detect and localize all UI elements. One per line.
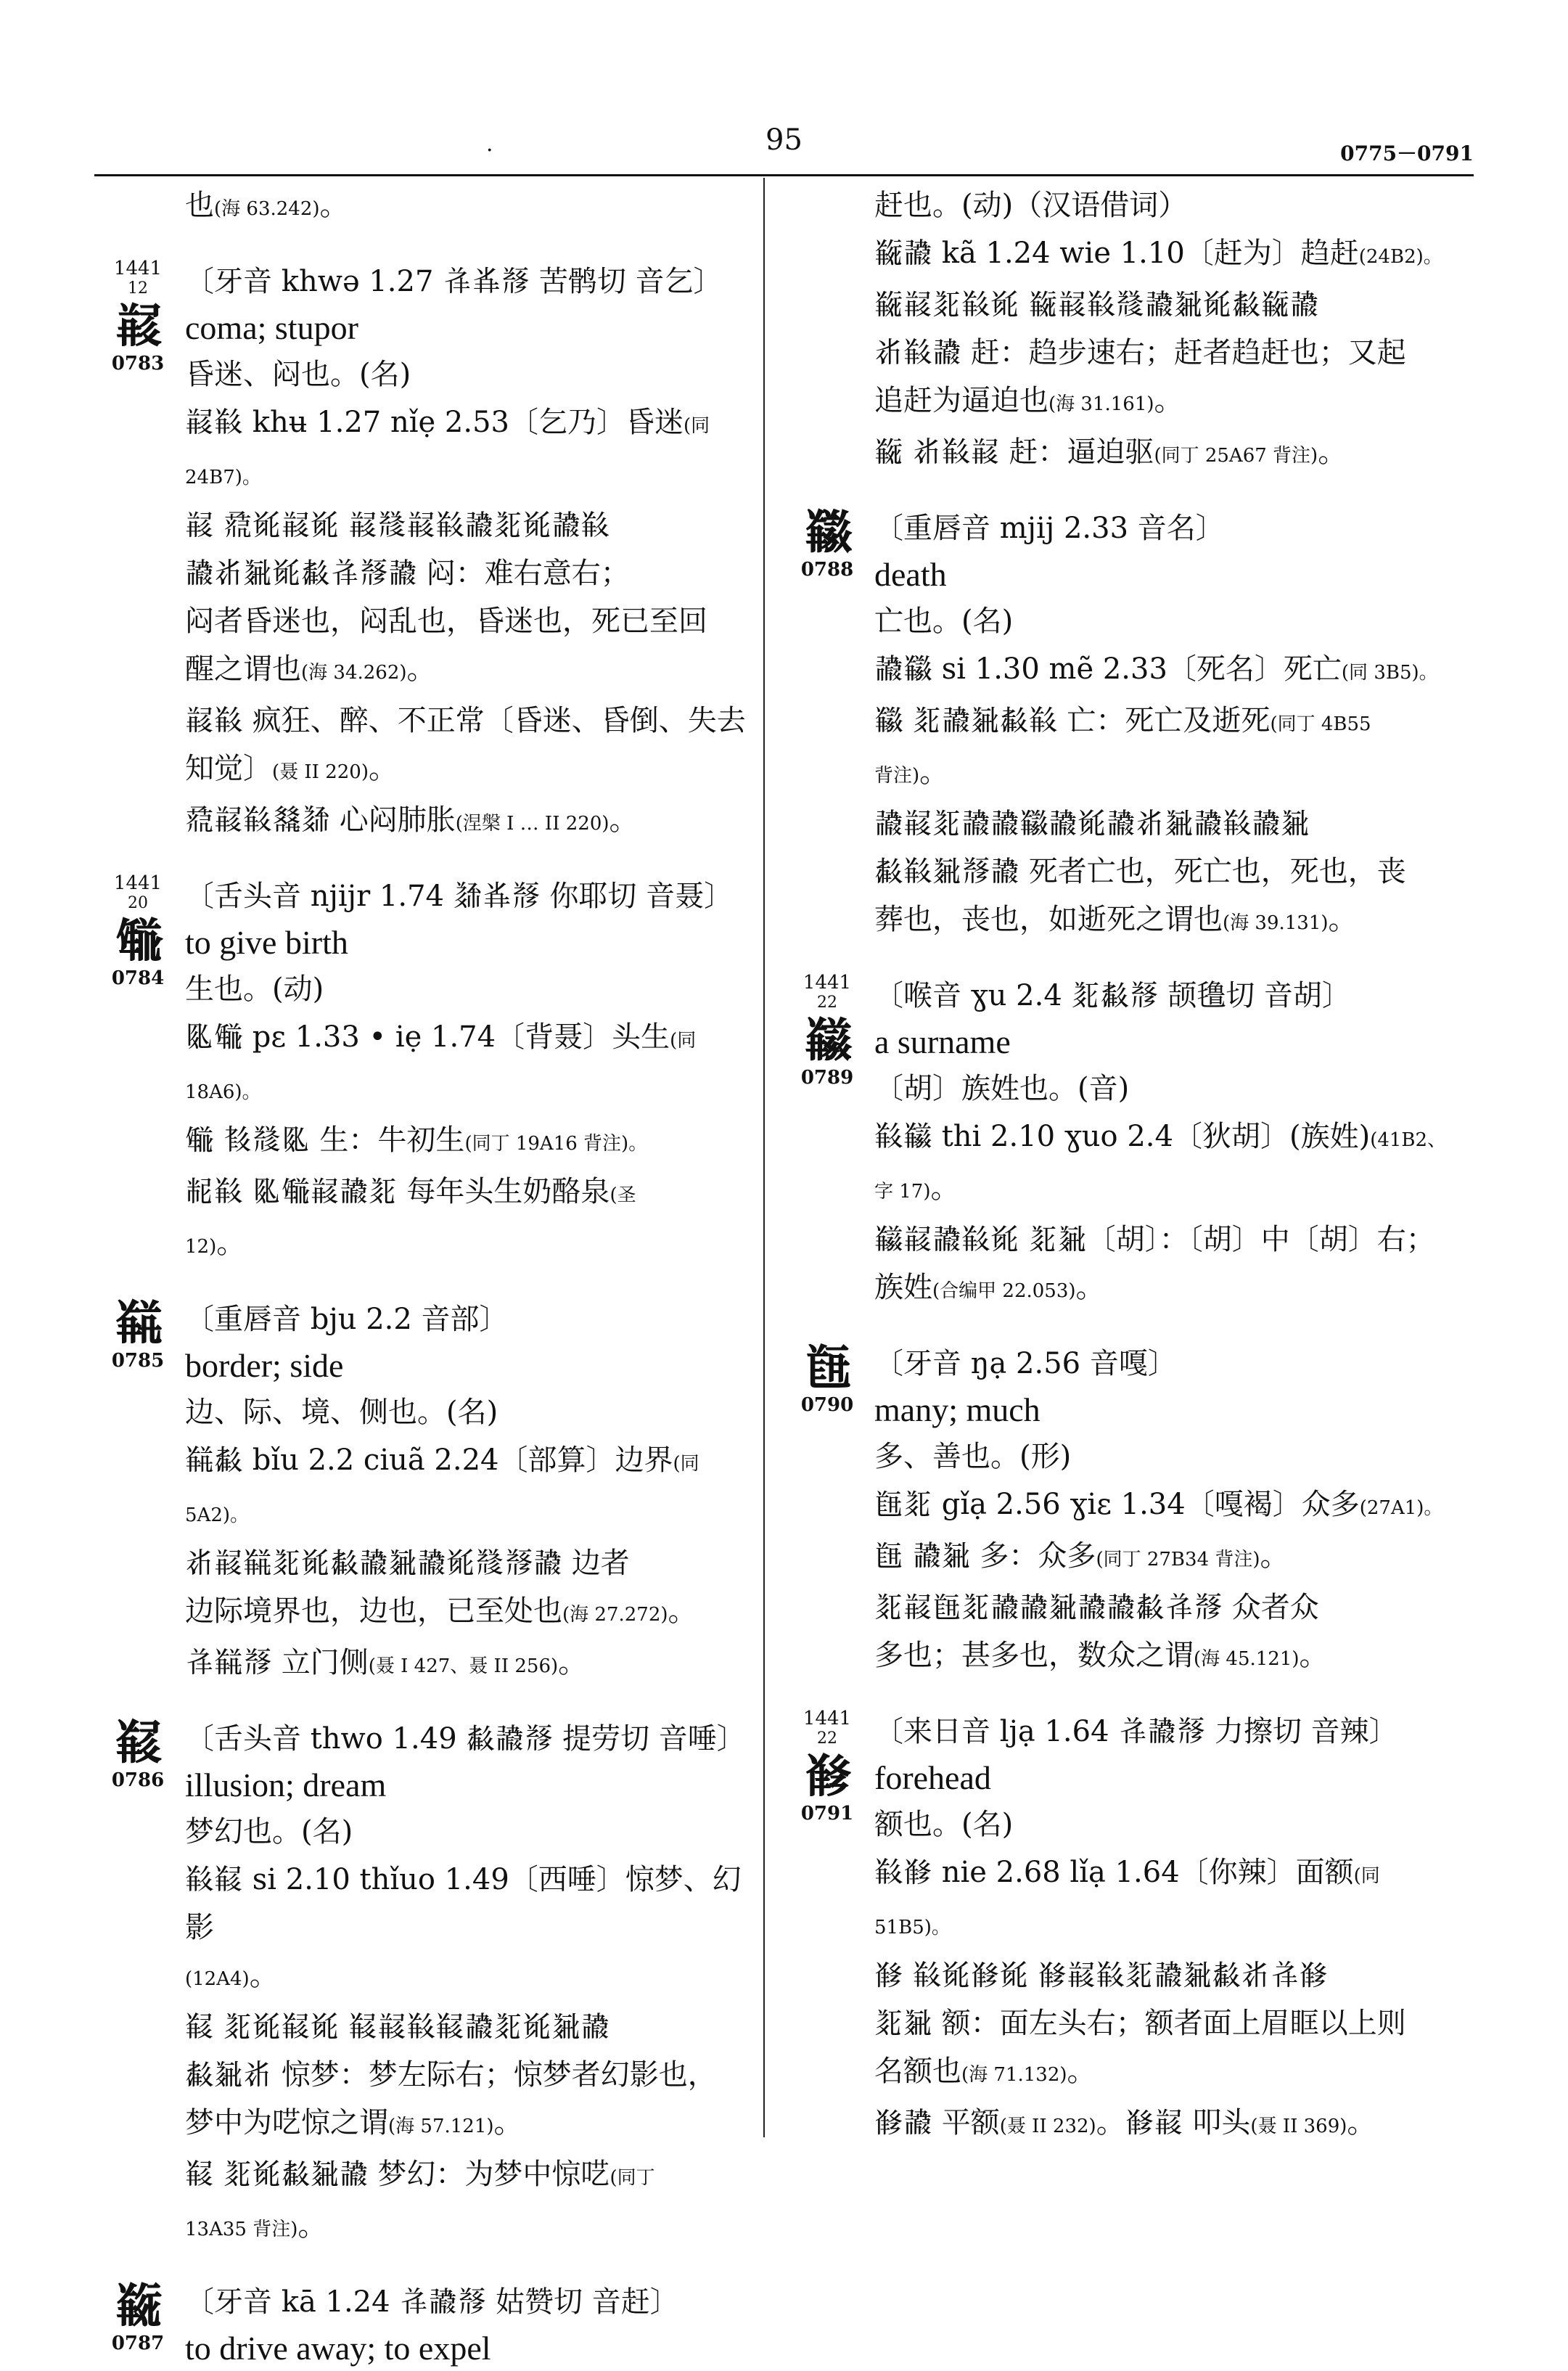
text: 𘕫𘕣 叩头 — [1125, 2106, 1251, 2139]
entry-number: 0783 — [111, 353, 165, 374]
reference: (24B2)。 — [1358, 246, 1442, 268]
text: 梦中为呓惊之谓 — [185, 2106, 388, 2139]
entry-0789 — [784, 972, 1451, 1315]
pronunciation: 〔重唇音 bju 2.2 音部〕 — [185, 1303, 509, 1336]
entry-number: 0787 — [111, 2333, 165, 2354]
text: 𘕪 𘄒𘏣 多：众多 — [874, 1539, 1096, 1573]
pronunciation: 〔舌头音 njijr 1.74 𘏞𘕰𘃡 你耶切 音聂〕 — [185, 880, 734, 913]
reference: (同丁 25A67 背注) — [1154, 445, 1318, 467]
reference: (27A1)。 — [1359, 1497, 1443, 1519]
punct: 。 — [216, 1227, 246, 1260]
text: 追赶为逼迫也 — [874, 384, 1048, 417]
entry-0788 — [784, 504, 1451, 947]
example: 𘎧𘕣𘕪𘎧𘄒𘄒𘏣𘄒𘄒𘓁𘗐𘃡 众者众 — [874, 1591, 1319, 1624]
text: 𘕤𘕩 thi 2.10 ɣuo 2.4〔狄胡〕(族姓) — [874, 1120, 1371, 1153]
reference: (海 34.262) — [301, 662, 407, 684]
text: 𘕤𘕫 nie 2.68 lǐạ 1.64〔你辣〕面额 — [874, 1856, 1354, 1889]
example — [784, 645, 1451, 697]
stroke-count: 22 — [817, 994, 837, 1012]
entry-margin — [784, 504, 871, 581]
english-gloss: to give birth — [185, 924, 348, 961]
reference: (海 57.121) — [388, 2116, 494, 2137]
stroke-count: 22 — [817, 1729, 837, 1748]
example: 𘕩𘕣𘄒𘕤𘍞 𘎧𘏣〔胡〕：〔胡〕中〔胡〕右； — [874, 1223, 1435, 1256]
reference: (同 51B5)。 — [874, 1865, 1380, 1938]
example: 𘕧𘕣𘎧𘕤𘍞 𘕧𘕣𘕤𘃪𘄒𘏣𘍞𘓁𘕧𘄒 — [874, 288, 1319, 322]
chinese-gloss: 赶也。(动)（汉语借词） — [874, 189, 1188, 222]
chinese-gloss: 梦幻也。(名) — [185, 1815, 353, 1848]
text: 边际境界也，边也，已至处也 — [185, 1594, 562, 1628]
punct: 。 — [297, 2209, 327, 2243]
chinese-gloss: 多、善也。(形) — [874, 1440, 1072, 1473]
entry-margin — [94, 258, 181, 375]
example: 𘄒𘕣𘎧𘄒𘄒𘕨𘄒𘍞𘄒𘂆𘏣𘄒𘕤𘄒𘏣 — [874, 807, 1310, 840]
text: 𘓞 𘆖𘃪𘉞 生：牛初生 — [185, 1123, 465, 1157]
example — [94, 1436, 755, 1539]
text: 族姓 — [874, 1271, 932, 1304]
example: 𘂆𘕣𘕥𘎧𘍞𘓁𘄒𘏣𘄒𘍞𘃪𘃡𘄒 边者 — [185, 1547, 630, 1580]
punct: 。 — [406, 652, 436, 686]
example — [784, 1481, 1451, 1532]
example — [94, 1116, 755, 1168]
english-gloss: forehead — [874, 1759, 991, 1796]
chinese-gloss: 昏迷、闷也。(名) — [185, 358, 411, 391]
right-column — [784, 181, 1451, 2150]
entry-number: 0786 — [111, 1769, 165, 1791]
example — [94, 1168, 755, 1219]
chinese-gloss: 〔胡〕族姓也。(音) — [874, 1072, 1130, 1105]
punct: 。 — [319, 189, 349, 222]
reference: (海 63.242) — [214, 198, 320, 220]
reference: 13A35 背注) — [185, 2219, 298, 2240]
text: 𘋞𘕤 𘉞𘓞𘕣𘄒𘎧 每年头生奶酪泉 — [185, 1175, 610, 1208]
punct: 。 — [368, 752, 398, 785]
head-character: 𘕥 — [115, 1294, 160, 1351]
reference: (合编甲 22.053) — [932, 1280, 1076, 1302]
reference: (12A4) — [185, 1968, 250, 1990]
reference: (海 31.161) — [1048, 393, 1154, 415]
example — [94, 2099, 755, 2150]
example — [94, 1952, 755, 2003]
column-divider — [763, 178, 765, 2137]
pronunciation: 〔重唇音 mjij 2.33 音名〕 — [874, 512, 1225, 545]
punct: 。 — [493, 2106, 523, 2139]
head-character: 𘕧 — [115, 2277, 160, 2333]
punct: 。 — [919, 755, 949, 789]
entry-0785 — [94, 1295, 755, 1690]
english-gloss: coma; stupor — [185, 309, 358, 346]
english-gloss: to drive away; to expel — [185, 2330, 491, 2367]
entry-margin — [94, 1715, 181, 1792]
reference: (聂 II 220) — [272, 761, 369, 783]
reference: (聂 II 369) — [1250, 2116, 1347, 2137]
chinese-gloss: 生也。(动) — [185, 972, 324, 1006]
pronunciation: 〔来日音 ljạ 1.64 𘗐𘄒𘃡 力擦切 音辣〕 — [874, 1715, 1398, 1748]
example — [94, 1219, 755, 1271]
reference: (涅槃 I … II 220) — [455, 813, 609, 835]
text: 名额也 — [874, 2055, 961, 2088]
example — [784, 1532, 1451, 1584]
entry-range: 0775－0791 — [1340, 142, 1474, 165]
example: 𘕤𘕦 si 2.10 thǐuo 1.49〔西唾〕惊梦、幻影 — [185, 1863, 742, 1944]
pronunciation: 〔牙音 ŋạ 2.56 音嘎〕 — [874, 1347, 1177, 1380]
reference: (同丁 — [609, 2167, 655, 2189]
text: 知觉〕 — [185, 752, 272, 785]
radical-code: 1441 — [803, 972, 852, 994]
example — [94, 1013, 755, 1116]
text: 葬也，丧也，如逝死之谓也 — [874, 903, 1223, 936]
entry-0791 — [784, 1708, 1451, 2150]
entry-margin — [784, 1708, 871, 1825]
radical-code: 1441 — [113, 258, 163, 279]
pronunciation: 〔喉音 ɣu 2.4 𘎧𘓁𘃡 颉氇切 音胡〕 — [874, 979, 1351, 1012]
text: 𘕪𘎧 gǐạ 2.56 ɣiɛ 1.34〔嘎褐〕众多 — [874, 1488, 1360, 1521]
reference: (同 3B5)。 — [1341, 662, 1438, 684]
text: 醒之谓也 — [185, 652, 301, 686]
head-character: 𘕪 — [805, 1338, 850, 1395]
reference: 12) — [185, 1236, 217, 1258]
example — [784, 896, 1451, 947]
example — [94, 645, 755, 697]
example — [784, 428, 1451, 480]
pronunciation: 〔舌头音 thwo 1.49 𘓁𘄒𘃡 提劳切 音唾〕 — [185, 1722, 746, 1756]
entry-number: 0785 — [111, 1350, 165, 1372]
entry-0787-continued — [784, 181, 1451, 480]
text: 𘟣𘕣𘕤𘔿𘏞 心闷肺胀 — [185, 803, 456, 837]
head-character: 𘕦 — [115, 1713, 160, 1770]
text: 𘄒𘕨 si 1.30 mẽ 2.33〔死名〕死亡 — [874, 652, 1342, 686]
text: 𘕥𘓁 bǐu 2.2 ciuã 2.24〔部算〕边界 — [185, 1444, 673, 1477]
example — [94, 796, 755, 848]
example: 𘄒𘂆𘏣𘍞𘓁𘗐𘃡𘄒 闷：难右意右； — [185, 557, 630, 590]
head-character: 𘕫 — [805, 1747, 850, 1803]
example — [784, 229, 1451, 281]
english-gloss: illusion; dream — [185, 1766, 387, 1803]
reference: (聂 II 232) — [999, 2116, 1096, 2137]
reference: (同 5A2)。 — [185, 1453, 699, 1526]
radical-code: 1441 — [113, 872, 163, 894]
example: 𘂆𘕤𘄒 赶：趋步速右；赶者趋赶也；又起 — [874, 336, 1406, 369]
example: 𘓁𘏣𘂆 惊梦：梦左际右；惊梦者幻影也， — [185, 2058, 717, 2092]
example — [784, 2047, 1451, 2099]
entry-number: 0784 — [111, 967, 165, 989]
reference: 字 17) — [874, 1181, 931, 1203]
example — [784, 1264, 1451, 1315]
text: 多也；甚多也，数众之谓 — [874, 1639, 1194, 1672]
punct: 。 — [930, 1171, 960, 1205]
example — [94, 2202, 755, 2253]
head-character: 𘕨 — [805, 503, 850, 560]
example — [784, 1631, 1451, 1683]
example — [94, 2150, 755, 2202]
entry-0786 — [94, 1715, 755, 2253]
example — [94, 1639, 755, 1690]
reference: (同丁 27B34 背注) — [1096, 1549, 1260, 1571]
example — [94, 1587, 755, 1639]
punct: 。 — [1328, 903, 1358, 936]
example: 𘕦 𘎧𘍞𘕦𘍞 𘕦𘕣𘕤𘕦𘄒𘎧𘍞𘏣𘄒 — [185, 2010, 610, 2044]
punct: 。 — [1260, 1539, 1289, 1573]
entry-margin — [94, 2278, 181, 2355]
text: 𘕫𘄒 平额 — [874, 2106, 1000, 2139]
chinese-gloss: 亡也。(名) — [874, 605, 1014, 638]
example: 𘓁𘕤𘏣𘃡𘄒 死者亡也，死亡也，死也，丧 — [874, 855, 1406, 888]
example: 𘎧𘏣 额：面左头右；额者面上眉眶以上则 — [874, 2007, 1406, 2040]
text: 𘕧𘄒 kã 1.24 wie 1.10〔赶为〕趋赶 — [874, 237, 1359, 270]
entry-number: 0788 — [800, 559, 854, 581]
entry-0787 — [94, 2278, 755, 2371]
reference: (41B2、 — [1370, 1129, 1447, 1151]
example: 闷者昏迷也，闷乱也，昏迷也，死已至回 — [185, 605, 707, 638]
reference: (同丁 19A16 背注)。 — [464, 1133, 648, 1155]
example: 𘕫 𘕤𘍞𘕫𘍞 𘕫𘕣𘕤𘎧𘄒𘏣𘓁𘂆𘗐𘕫 — [874, 1959, 1329, 1992]
punct: 。 — [1299, 1639, 1329, 1672]
example — [784, 377, 1451, 428]
example: 𘕣 𘟣𘍞𘕣𘍞 𘕣𘃪𘕣𘕤𘄒𘎧𘍞𘄒𘕤 — [185, 509, 610, 542]
text: 𘕦 𘎧𘍞𘓁𘏣𘄒 梦幻：为梦中惊呓 — [185, 2158, 610, 2191]
reference: (海 27.272) — [562, 1604, 668, 1626]
punct: 。 — [1075, 1271, 1105, 1304]
entry-margin — [784, 1340, 871, 1417]
stroke-count: 20 — [128, 894, 148, 912]
entry-margin — [94, 872, 181, 990]
punct: 。 — [249, 1959, 279, 1992]
head-character: 𘕣 — [115, 297, 160, 353]
entry-number: 0790 — [800, 1394, 854, 1416]
stroke-count: 12 — [128, 279, 148, 298]
english-gloss: a surname — [874, 1023, 1011, 1060]
punct: 。 — [1347, 2106, 1376, 2139]
example — [94, 745, 755, 796]
example — [784, 748, 1451, 800]
punct: 。 — [668, 1594, 697, 1628]
example — [784, 1848, 1451, 1952]
reference: (同 24B7)。 — [185, 415, 710, 488]
head-character: 𘓞 — [115, 912, 160, 968]
pronunciation: 〔牙音 kā 1.24 𘗐𘄒𘃡 姑赞切 音赶〕 — [185, 2285, 679, 2319]
reference: (聂 I 427、聂 II 256) — [368, 1655, 559, 1677]
example — [784, 1113, 1451, 1164]
text: 𘕨 𘎧𘄒𘏣𘓁𘕤 亡：死亡及逝死 — [874, 704, 1271, 737]
text: 也 — [185, 189, 214, 222]
entry-0790 — [784, 1340, 1451, 1683]
punct: 。 — [1067, 2055, 1096, 2088]
reference: (海 39.131) — [1223, 912, 1329, 934]
page-number: 95 — [765, 123, 803, 157]
reference: (海 71.132) — [961, 2064, 1067, 2086]
punct: 。 — [558, 1646, 588, 1679]
text: 𘗐𘕥𘃡 立门侧 — [185, 1646, 369, 1679]
text: 𘕣𘕤 khʉ 1.27 nǐẹ 2.53〔乞乃〕昏迷 — [185, 406, 684, 439]
punct: 。 — [1318, 435, 1347, 469]
english-gloss: border; side — [185, 1347, 344, 1384]
example — [784, 2099, 1451, 2150]
punct: 。 — [609, 803, 639, 837]
text: 𘕧 𘂆𘕤𘕣 赶：逼迫驱 — [874, 435, 1154, 469]
reference: (同 18A6)。 — [185, 1030, 697, 1103]
continuation-line — [94, 181, 755, 233]
pronunciation: 〔牙音 khwə 1.27 𘗐𘕰𘃡 苦鹘切 音乞〕 — [185, 265, 723, 298]
chinese-gloss: 边、际、境、侧也。(名) — [185, 1396, 498, 1429]
example — [784, 1164, 1451, 1216]
text: 𘉞𘓞 pɛ 1.33 • iẹ 1.74〔背聂〕头生 — [185, 1020, 670, 1054]
entry-number: 0791 — [800, 1803, 854, 1825]
example: 𘕣𘕤 疯狂、醉、不正常〔昏迷、昏倒、失去 — [185, 704, 746, 737]
english-gloss: death — [874, 556, 947, 593]
reference: 背注) — [874, 765, 920, 787]
head-character: 𘕩 — [805, 1011, 850, 1068]
radical-code: 1441 — [803, 1708, 852, 1729]
example — [94, 398, 755, 501]
entry-margin — [94, 1295, 181, 1372]
example — [784, 697, 1451, 748]
punct: 。 — [1096, 2106, 1125, 2139]
entry-margin — [784, 972, 871, 1089]
left-column — [94, 181, 755, 2371]
chinese-gloss: 额也。(名) — [874, 1808, 1014, 1841]
entry-number: 0789 — [800, 1067, 854, 1089]
punct: 。 — [1154, 384, 1183, 417]
reference: (同丁 4B55 — [1270, 713, 1371, 735]
page-header — [94, 116, 1474, 176]
header-dot: · — [486, 138, 493, 163]
reference: (圣 — [609, 1184, 636, 1206]
entry-0784 — [94, 872, 755, 1271]
entry-0783 — [94, 258, 755, 848]
english-gloss: many; much — [874, 1391, 1040, 1428]
reference: (海 45.121) — [1194, 1648, 1300, 1670]
